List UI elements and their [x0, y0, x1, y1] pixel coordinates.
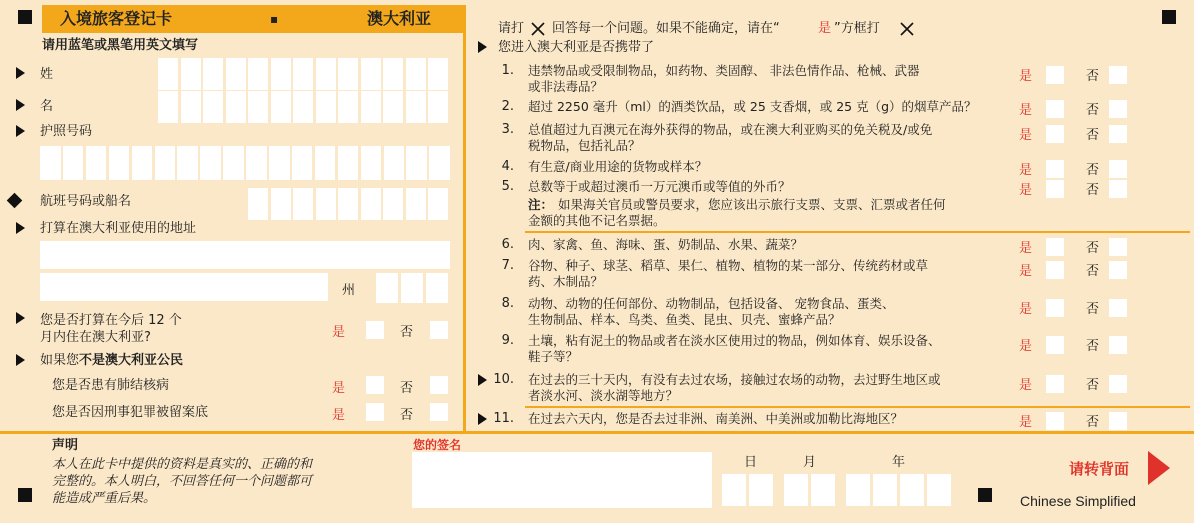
- char-box[interactable]: [316, 91, 336, 123]
- question-number: 1.: [501, 63, 514, 78]
- char-box[interactable]: [109, 146, 130, 180]
- passport-field[interactable]: [40, 146, 450, 180]
- question-number: 5.: [501, 179, 514, 194]
- address-line-1[interactable]: [40, 241, 450, 269]
- question-no-checkbox[interactable]: [1109, 299, 1127, 317]
- arrow-icon: [478, 413, 487, 425]
- no-label: 否: [1086, 103, 1100, 118]
- question-no-checkbox[interactable]: [1109, 125, 1127, 143]
- arrow-icon: [16, 99, 25, 111]
- date-day-field[interactable]: [722, 474, 774, 506]
- arrow-icon: [16, 67, 25, 79]
- address-label: 打算在澳大利亚使用的地址: [40, 221, 197, 236]
- card-header: [42, 5, 464, 33]
- question-text: 超过 2250 毫升（ml）的酒类饮品，或 25 支香烟，或 25 克（g）的烟草产品？: [528, 99, 977, 114]
- address-line-2[interactable]: [40, 273, 328, 301]
- declaration-line-3: 能造成严重后果。: [52, 491, 157, 506]
- question-yes-checkbox[interactable]: [1046, 238, 1064, 256]
- question-text: 总值超过九百澳元在海外获得的物品，或在澳大利亚购买的免关税及/或免: [528, 122, 933, 137]
- tb-question: 您是否患有肺结核病: [52, 378, 170, 393]
- month-label: 月: [803, 455, 817, 470]
- note-line-2: 金额的其他不记名票据。: [528, 213, 666, 228]
- question-number: 9.: [501, 333, 514, 348]
- given-name-label: 名: [40, 99, 54, 114]
- question-no-checkbox[interactable]: [1109, 238, 1127, 256]
- question-text-line2: 或非法毒品？: [528, 79, 604, 94]
- note-line-1: 如果海关官员或警员要求，您应该出示旅行支票、支票、汇票或者任何: [558, 197, 946, 212]
- criminal-no-checkbox[interactable]: [430, 403, 448, 421]
- yes-label: 是: [332, 381, 346, 396]
- no-label: 否: [400, 381, 414, 396]
- question-yes-checkbox[interactable]: [1046, 375, 1064, 393]
- yes-label: 是: [1019, 302, 1033, 317]
- question-number: 4.: [501, 159, 514, 174]
- question-no-checkbox[interactable]: [1109, 160, 1127, 178]
- no-label: 否: [1086, 183, 1100, 198]
- date-year-field[interactable]: [846, 474, 952, 506]
- question-no-checkbox[interactable]: [1109, 336, 1127, 354]
- char-box[interactable]: [132, 146, 153, 180]
- yes-label: 是: [332, 325, 346, 340]
- yes-label: 是: [1019, 264, 1033, 279]
- question-yes-checkbox[interactable]: [1046, 336, 1064, 354]
- char-box[interactable]: [383, 58, 403, 90]
- char-box[interactable]: [226, 91, 246, 123]
- char-box[interactable]: [315, 146, 336, 180]
- registration-mark: [18, 10, 32, 24]
- char-box[interactable]: [63, 146, 84, 180]
- no-label: 否: [1086, 339, 1100, 354]
- question-no-checkbox[interactable]: [1109, 261, 1127, 279]
- surname-label: 姓: [40, 67, 54, 82]
- question-no-checkbox[interactable]: [1109, 100, 1127, 118]
- noncitizen-prefix: 如果您: [40, 353, 80, 368]
- section-divider: [525, 231, 1190, 233]
- residence-question: 您是否打算在今后 12 个: [40, 313, 182, 328]
- char-box[interactable]: [181, 58, 201, 90]
- no-label: 否: [400, 325, 414, 340]
- char-box[interactable]: [846, 474, 870, 506]
- declaration-line-1: 本人在此卡中提供的资料是真实的、正确的和: [52, 457, 313, 472]
- question-text: 动物、动物的任何部份、动物制品，包括设备、 宠物食品、蛋类、: [528, 296, 895, 311]
- char-box[interactable]: [900, 474, 924, 506]
- year-label: 年: [892, 455, 906, 470]
- day-label: 日: [744, 455, 758, 470]
- char-box[interactable]: [248, 188, 268, 220]
- passport-label: 护照号码: [40, 124, 93, 139]
- yes-label: 是: [1019, 103, 1033, 118]
- signature-label: 您的签名: [413, 438, 462, 452]
- yes-label: 是: [1019, 339, 1033, 354]
- char-box[interactable]: [293, 91, 313, 123]
- given-name-field[interactable]: [158, 91, 450, 123]
- char-box[interactable]: [361, 146, 382, 180]
- char-box[interactable]: [384, 146, 405, 180]
- language-label: Chinese Simplified: [1020, 493, 1136, 509]
- question-text: 肉、家禽、鱼、海味、蛋、奶制品、水果、蔬菜？: [528, 237, 804, 252]
- char-box[interactable]: [293, 188, 313, 220]
- intro-text-1: 请打: [498, 21, 525, 36]
- char-box[interactable]: [271, 91, 291, 123]
- question-text-line2: 者淡水河、淡水湖等地方？: [528, 388, 679, 403]
- no-label: 否: [1086, 69, 1100, 84]
- char-box[interactable]: [406, 91, 426, 123]
- char-box[interactable]: [361, 58, 381, 90]
- flight-label: 航班号码或船名: [40, 194, 132, 209]
- char-box[interactable]: [383, 91, 403, 123]
- arrow-icon: [478, 374, 487, 386]
- footer-divider: [0, 431, 1194, 434]
- char-box[interactable]: [361, 188, 381, 220]
- char-box[interactable]: [376, 273, 398, 303]
- char-box[interactable]: [383, 188, 403, 220]
- char-box[interactable]: [428, 91, 448, 123]
- char-box[interactable]: [426, 273, 448, 303]
- question-yes-checkbox[interactable]: [1046, 299, 1064, 317]
- x-mark-icon: [530, 21, 546, 37]
- no-label: 否: [1086, 302, 1100, 317]
- char-box[interactable]: [406, 146, 427, 180]
- char-box[interactable]: [177, 146, 198, 180]
- surname-field[interactable]: [158, 58, 450, 90]
- question-no-checkbox[interactable]: [1109, 375, 1127, 393]
- char-box[interactable]: [428, 58, 448, 90]
- question-number: 6.: [501, 237, 514, 252]
- char-box[interactable]: [86, 146, 107, 180]
- intro-text-3: ”方框打: [834, 21, 880, 36]
- char-box[interactable]: [316, 188, 336, 220]
- char-box[interactable]: [271, 58, 291, 90]
- question-text: 有生意/商业用途的货物或样本？: [528, 159, 708, 174]
- char-box[interactable]: [361, 91, 381, 123]
- char-box[interactable]: [406, 188, 426, 220]
- intro-text-2: 回答每一个问题。如果不能确定，请在“: [552, 21, 780, 36]
- question-text-line2: 生物制品、样本、鸟类、鱼类、昆虫、贝壳、蜜蜂产品？: [528, 312, 841, 327]
- yes-label: 是: [1019, 378, 1033, 393]
- turn-over-label: 请转背面: [1069, 460, 1130, 478]
- question-text: 违禁物品或受限制物品，如药物、类固醇、 非法色情作品、枪械、武器: [528, 63, 920, 78]
- question-number: 3.: [501, 122, 514, 137]
- date-month-field[interactable]: [784, 474, 836, 506]
- char-box[interactable]: [200, 146, 221, 180]
- arrow-icon: [16, 354, 25, 366]
- arrow-icon: [16, 222, 25, 234]
- intro-yes: 是: [818, 21, 832, 36]
- char-box[interactable]: [784, 474, 808, 506]
- registration-mark: [18, 488, 32, 502]
- noncitizen-heading: [40, 353, 183, 369]
- question-yes-checkbox[interactable]: [1046, 160, 1064, 178]
- question-number: 8.: [501, 296, 514, 311]
- question-text: 在过去六天内，您是否去过非洲、南美洲、中美洲或加勒比海地区？: [528, 411, 904, 426]
- char-box[interactable]: [269, 146, 290, 180]
- arrow-icon: [16, 312, 25, 324]
- tb-no-checkbox[interactable]: [430, 376, 448, 394]
- declaration-line-2: 完整的。本人明白，不回答任何一个问题都可: [52, 474, 313, 489]
- char-box[interactable]: [749, 474, 773, 506]
- char-box[interactable]: [406, 58, 426, 90]
- question-text: 谷物、种子、球茎、稻草、果仁、植物、植物的某一部分、传统药材或草: [528, 258, 929, 273]
- question-number: 2.: [501, 99, 514, 114]
- arrow-icon: [478, 41, 487, 53]
- registration-mark: [1162, 10, 1176, 24]
- tb-yes-checkbox[interactable]: [366, 376, 384, 394]
- residence-no-checkbox[interactable]: [430, 321, 448, 339]
- question-yes-checkbox[interactable]: [1046, 66, 1064, 84]
- question-yes-checkbox[interactable]: [1046, 261, 1064, 279]
- noncitizen-bold: 不是澳大利亚公民: [79, 353, 184, 368]
- char-box[interactable]: [722, 474, 746, 506]
- criminal-question: 您是否因刑事犯罪被留案底: [52, 405, 209, 420]
- question-text: 总数等于或超过澳币一万元澳币或等值的外币？: [528, 179, 791, 194]
- char-box[interactable]: [203, 91, 223, 123]
- question-text-line2: 药、木制品？: [528, 274, 604, 289]
- question-yes-checkbox[interactable]: [1046, 100, 1064, 118]
- note-label: 注：: [528, 197, 554, 212]
- question-no-checkbox[interactable]: [1109, 180, 1127, 198]
- instruction-text: 请用蓝笔或黑笔用英文填写: [42, 38, 199, 53]
- x-mark-icon: [899, 21, 915, 37]
- char-box[interactable]: [40, 146, 61, 180]
- question-yes-checkbox[interactable]: [1046, 125, 1064, 143]
- yes-label: 是: [1019, 183, 1033, 198]
- char-box[interactable]: [248, 58, 268, 90]
- char-box[interactable]: [271, 188, 291, 220]
- char-box[interactable]: [203, 58, 223, 90]
- arrow-icon: [16, 125, 25, 137]
- char-box[interactable]: [429, 146, 450, 180]
- char-box[interactable]: [428, 188, 448, 220]
- yes-label: 是: [1019, 241, 1033, 256]
- bringing-heading: 您进入澳大利亚是否携带了: [498, 40, 655, 55]
- char-box[interactable]: [873, 474, 897, 506]
- question-number: 7.: [501, 258, 514, 273]
- registration-mark: [978, 488, 992, 502]
- declaration-title: 声明: [52, 438, 79, 453]
- question-text-line2: 鞋子等？: [528, 349, 579, 364]
- char-box[interactable]: [181, 91, 201, 123]
- char-box[interactable]: [401, 273, 423, 303]
- yes-label: 是: [332, 408, 346, 423]
- char-box[interactable]: [226, 58, 246, 90]
- char-box[interactable]: [223, 146, 244, 180]
- question-text: 在过去的三十天内，有没有去过农场，接触过农场的动物，去过野生地区或: [528, 372, 941, 387]
- char-box[interactable]: [338, 146, 359, 180]
- criminal-yes-checkbox[interactable]: [366, 403, 384, 421]
- char-box[interactable]: [292, 146, 313, 180]
- diamond-icon: [7, 193, 23, 209]
- residence-question-line2: 月内住在澳大利亚?: [40, 330, 151, 345]
- question-yes-checkbox[interactable]: [1046, 412, 1064, 430]
- section-divider: [525, 406, 1190, 408]
- no-label: 否: [400, 408, 414, 423]
- char-box[interactable]: [248, 91, 268, 123]
- no-label: 否: [1086, 163, 1100, 178]
- question-number: 11.: [493, 411, 514, 426]
- char-box[interactable]: [158, 58, 178, 90]
- question-yes-checkbox[interactable]: [1046, 180, 1064, 198]
- signature-field[interactable]: [412, 452, 712, 508]
- char-box[interactable]: [338, 58, 358, 90]
- question-no-checkbox[interactable]: [1109, 412, 1127, 430]
- arrow-right-icon: [1148, 451, 1170, 485]
- no-label: 否: [1086, 128, 1100, 143]
- no-label: 否: [1086, 415, 1100, 430]
- char-box[interactable]: [158, 91, 178, 123]
- flight-field[interactable]: [248, 188, 450, 220]
- card-title: 入境旅客登记卡: [60, 9, 173, 28]
- card-country: 澳大利亚: [367, 9, 432, 28]
- question-text-line2: 税物品，包括礼品？: [528, 138, 641, 153]
- question-number: 10.: [493, 372, 514, 387]
- column-divider: [463, 5, 466, 433]
- char-box[interactable]: [316, 58, 336, 90]
- yes-label: 是: [1019, 128, 1033, 143]
- state-field[interactable]: [376, 273, 450, 303]
- yes-label: 是: [1019, 415, 1033, 430]
- char-box[interactable]: [246, 146, 267, 180]
- question-no-checkbox[interactable]: [1109, 66, 1127, 84]
- residence-yes-checkbox[interactable]: [366, 321, 384, 339]
- char-box[interactable]: [338, 91, 358, 123]
- char-box[interactable]: [293, 58, 313, 90]
- no-label: 否: [1086, 264, 1100, 279]
- state-label: 州: [342, 283, 356, 298]
- header-dot: ▪: [270, 12, 279, 26]
- char-box[interactable]: [338, 188, 358, 220]
- question-text: 土壤，粘有泥土的物品或者在淡水区使用过的物品，例如体育、娱乐设备、: [528, 333, 941, 348]
- char-box[interactable]: [155, 146, 176, 180]
- char-box[interactable]: [811, 474, 835, 506]
- no-label: 否: [1086, 241, 1100, 256]
- yes-label: 是: [1019, 163, 1033, 178]
- char-box[interactable]: [927, 474, 951, 506]
- yes-label: 是: [1019, 69, 1033, 84]
- no-label: 否: [1086, 378, 1100, 393]
